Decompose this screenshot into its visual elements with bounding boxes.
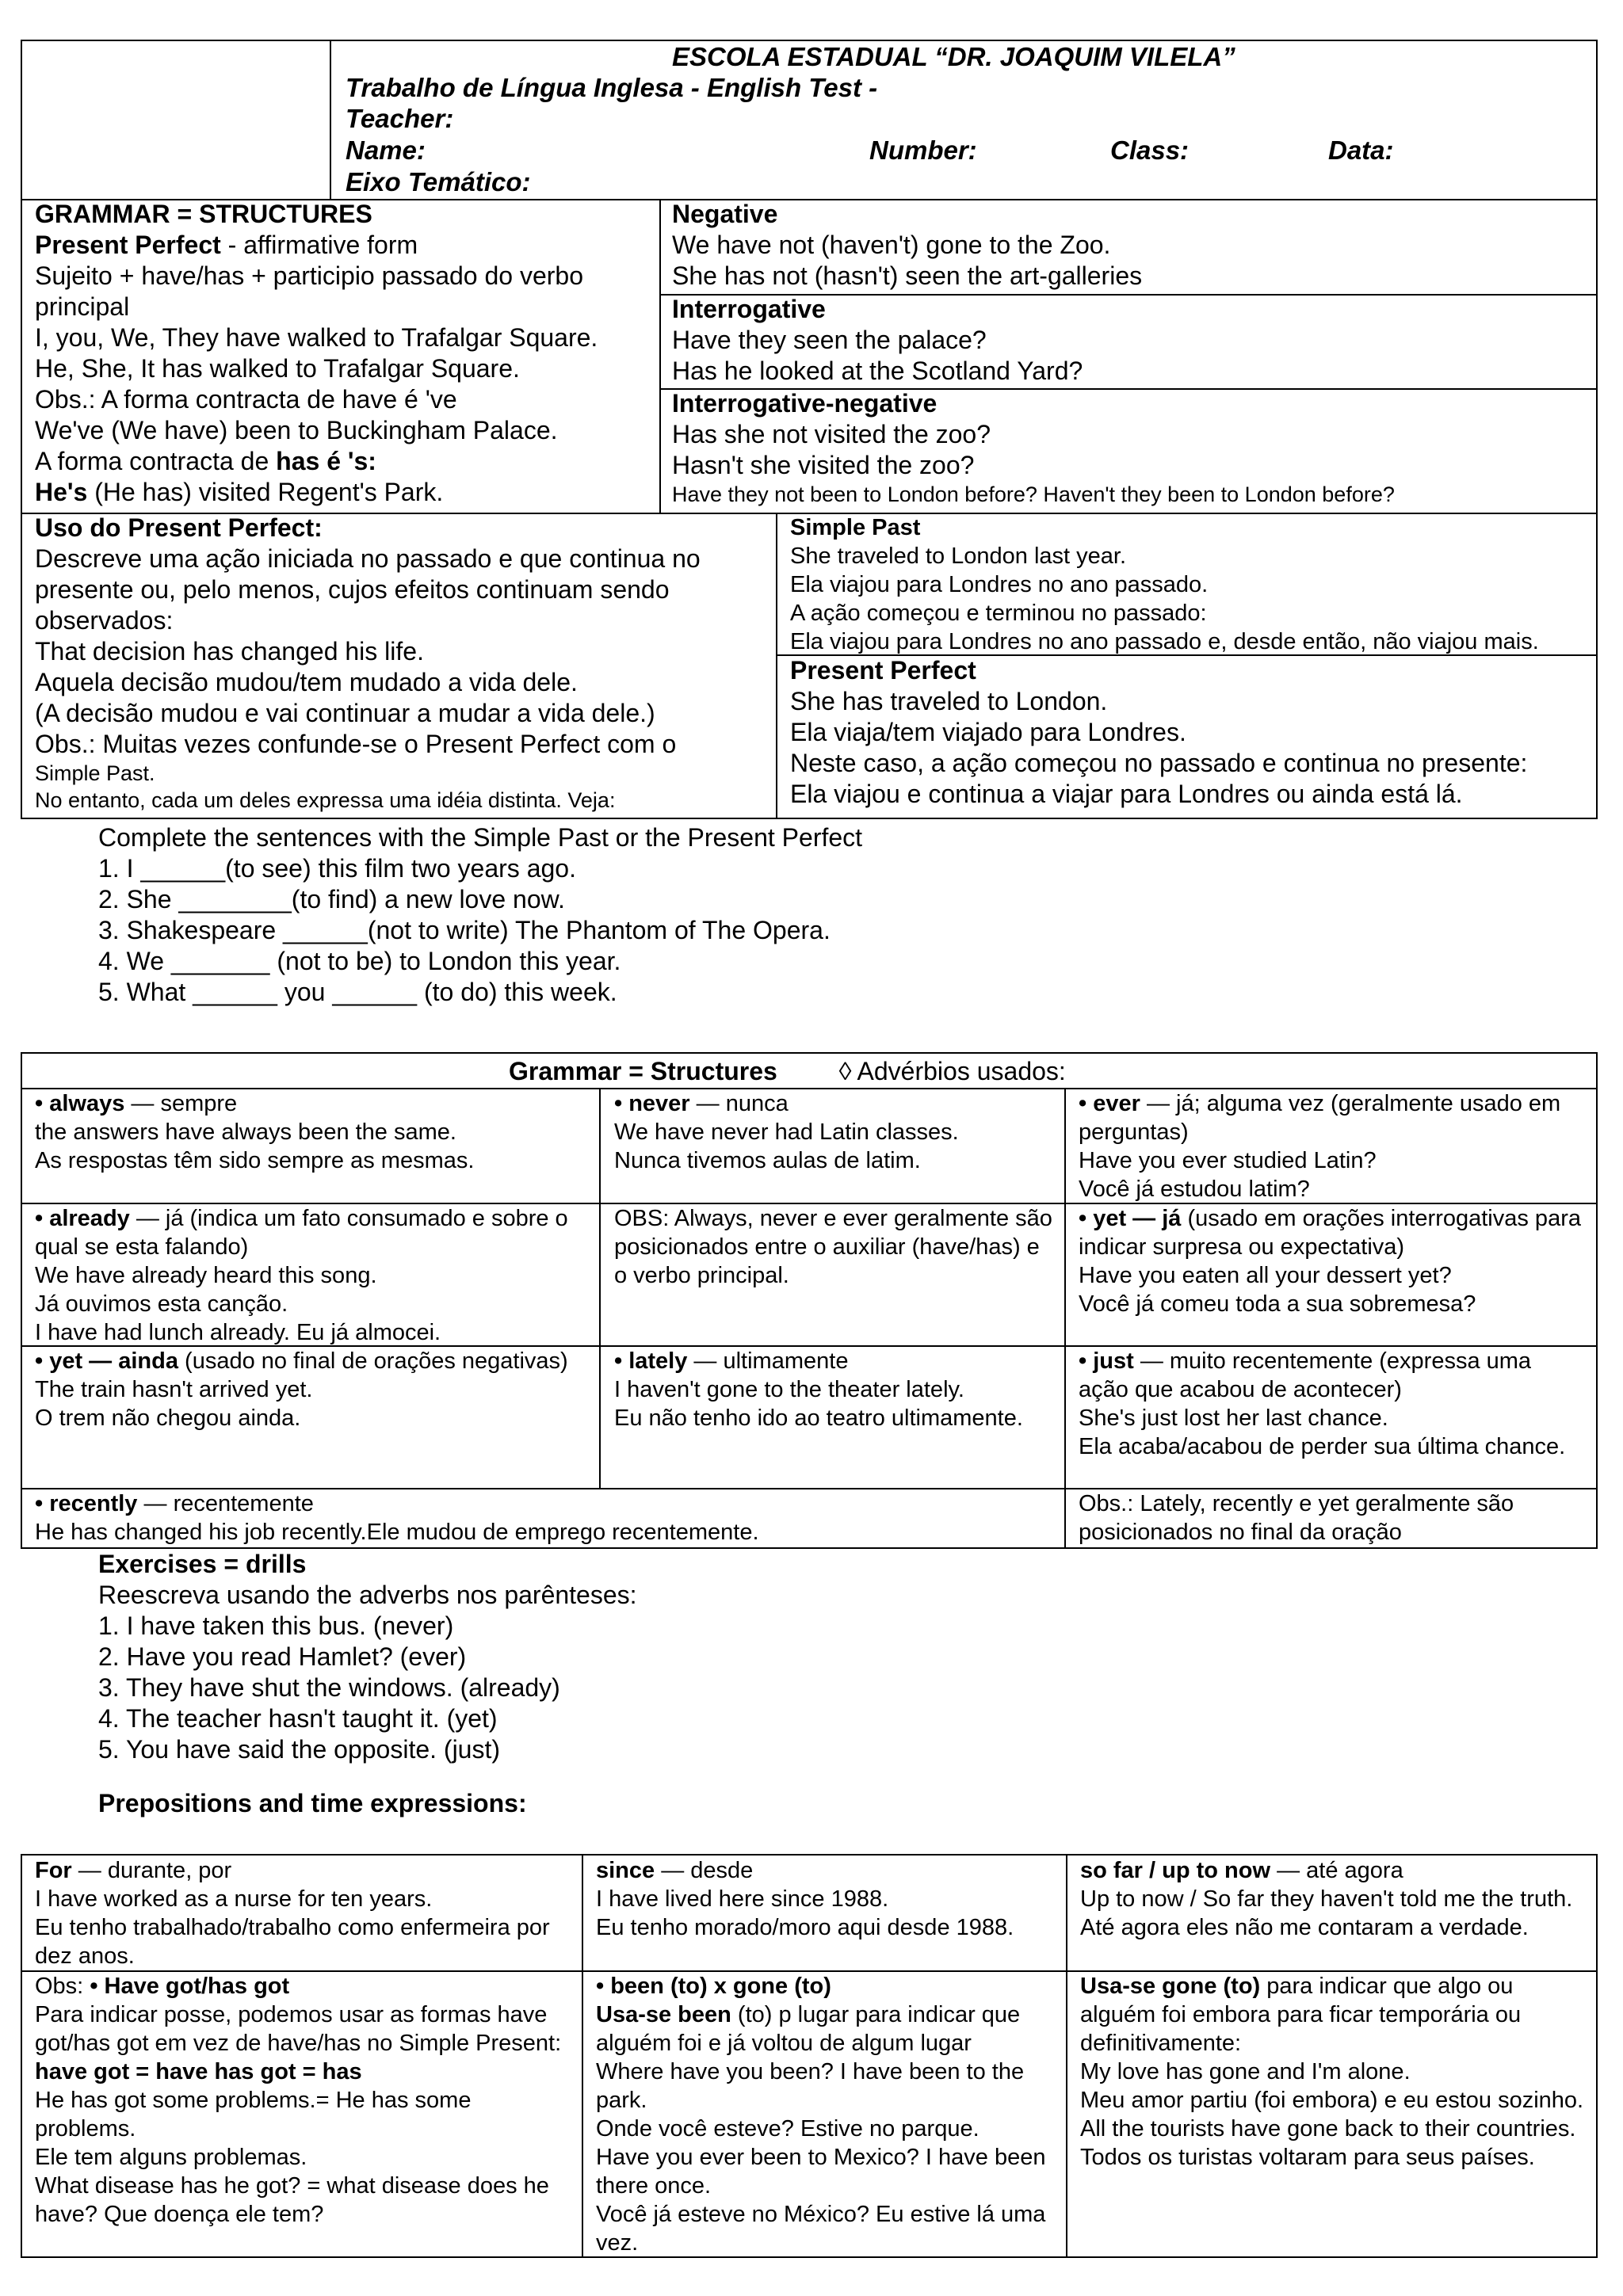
adverb-always-cell bbox=[35, 1089, 474, 1175]
example-text: He has changed his job recently.Ele mudou de emprego recentemente. bbox=[35, 1520, 759, 1545]
adverb-meaning: — nunca bbox=[689, 1091, 789, 1116]
usage-title: Uso do Present Perfect: bbox=[35, 513, 323, 542]
adverbs-col-2 bbox=[1064, 1088, 1066, 1549]
adverb-meaning: (usado em orações interrogativas para indicar surpresa ou expectativa) bbox=[1079, 1206, 1581, 1260]
example-text: Todos os turistas voltaram para seus países. bbox=[1080, 2145, 1535, 2170]
negative-title: Negative bbox=[672, 200, 778, 228]
example-text: Has he looked at the Scotland Yard? bbox=[672, 357, 1083, 385]
example-text: I haven't gone to the theater lately. bbox=[614, 1377, 964, 1402]
adverb-word: • just bbox=[1079, 1348, 1134, 1374]
simple-past-title: Simple Past bbox=[790, 515, 921, 540]
prep-gone-cell bbox=[1080, 1972, 1587, 2172]
class-label: Class: bbox=[1110, 135, 1190, 165]
adverb-lately-cell bbox=[614, 1347, 1054, 1432]
adverb-final-obs-cell bbox=[1079, 1489, 1586, 1547]
adverb-yet-ainda-cell bbox=[35, 1347, 590, 1432]
exercise-item: 4. We _______ (not to be) to London this year. bbox=[98, 947, 621, 975]
example-text: Você já esteve no México? Eu estive lá uma vez. bbox=[596, 2202, 1046, 2256]
example-text: Você já comeu toda a sua sobremesa? bbox=[1079, 1291, 1476, 1317]
adverb-meaning: — já; alguma vez (geralmente usado em perguntas) bbox=[1079, 1091, 1561, 1145]
obs-text: Obs.: A forma contracta de have é 've bbox=[35, 385, 457, 414]
example-text: Has she not visited the zoo? bbox=[672, 420, 991, 448]
school-name: ESCOLA ESTADUAL “DR. JOAQUIM VILELA” bbox=[672, 42, 1235, 71]
example-text: Ela viajou para Londres no ano passado e, desde então, não viajou mais. bbox=[790, 629, 1539, 654]
example-text: We have not (haven't) gone to the Zoo. bbox=[672, 231, 1111, 259]
header-divider bbox=[330, 40, 331, 200]
example-text: (He has) visited Regent's Park. bbox=[87, 478, 444, 506]
rule-text: Sujeito + have/has + participio passado do verbo principal bbox=[35, 261, 584, 321]
example-text: (to) p lugar para indicar que alguém foi e já voltou de algum lugar bbox=[596, 2002, 1021, 2056]
prepositions-title: Prepositions and time expressions: bbox=[98, 1789, 527, 1817]
obs-text: Obs.: Lately, recently e yet geralmente são posicionados no final da oração bbox=[1079, 1491, 1514, 1545]
adverb-never-cell bbox=[614, 1089, 959, 1175]
teacher-label: Teacher: bbox=[346, 104, 454, 133]
affirmative-label: - affirmative form bbox=[220, 231, 418, 259]
example-text: the answers have always been the same. bbox=[35, 1119, 456, 1145]
adverb-already-cell bbox=[35, 1204, 590, 1347]
example-text: para indicar que algo ou alguém foi embora para ficar temporária ou definitivamente: bbox=[1080, 1974, 1522, 2056]
interrogative-negative-title: Interrogative-negative bbox=[672, 389, 938, 418]
usage-bold-text: Usa-se gone (to) bbox=[1080, 1974, 1261, 1999]
exercise-item: 1. I have taken this bus. (never) bbox=[98, 1611, 454, 1640]
usage-text: Descreve uma ação iniciada no passado e que continua no presente ou, pelo menos, cujos efeitos continuam sendo observados: bbox=[35, 544, 701, 635]
prep-word: • Have got/has got bbox=[90, 1974, 290, 1999]
obs-text: Simple Past. bbox=[35, 761, 155, 785]
prepositions-col-1 bbox=[582, 1854, 583, 2258]
example-text: She has traveled to London. bbox=[790, 687, 1108, 715]
example-text: Have you ever studied Latin? bbox=[1079, 1148, 1377, 1173]
name-label: Name: bbox=[346, 135, 426, 165]
example-text: Eu tenho morado/moro aqui desde 1988. bbox=[596, 1915, 1014, 1940]
example-text: I have lived here since 1988. bbox=[596, 1886, 889, 1912]
example-bold-text: have got = have has got = has bbox=[35, 2059, 362, 2084]
adverb-word: • lately bbox=[614, 1348, 688, 1374]
adverb-just-cell bbox=[1079, 1347, 1586, 1461]
adverb-word: • always bbox=[35, 1091, 125, 1116]
prepositions-col-2 bbox=[1066, 1854, 1067, 2258]
adverbs-header bbox=[509, 1056, 1066, 1087]
example-text: We have never had Latin classes. bbox=[614, 1119, 959, 1145]
example-text: Onde você esteve? Estive no parque. bbox=[596, 2116, 980, 2142]
simple-past-cell bbox=[790, 513, 1539, 656]
adverb-word: • yet — ainda bbox=[35, 1348, 178, 1374]
exercise2-title: Exercises = drills bbox=[98, 1550, 307, 1578]
obs-text: Obs.: Muitas vezes confunde-se o Present Perfect com o bbox=[35, 730, 677, 758]
example-text: Eu tenho trabalhado/trabalho como enfermeira por dez anos. bbox=[35, 1915, 550, 1969]
example-text: Have they seen the palace? bbox=[672, 326, 987, 354]
example-text: He, She, It has walked to Trafalgar Square. bbox=[35, 354, 520, 383]
example-text: Eu não tenho ido ao teatro ultimamente. bbox=[614, 1405, 1023, 1431]
adverb-word: • already bbox=[35, 1206, 130, 1231]
example-text: She's just lost her last chance. bbox=[1079, 1405, 1388, 1431]
adverbs-header-title: Grammar = Structures bbox=[509, 1057, 777, 1085]
usage-bold-text: Usa-se been bbox=[596, 2002, 731, 2027]
example-text: I have had lunch already. Eu já almocei. bbox=[35, 1320, 441, 1345]
example-text: She has not (hasn't) seen the art-galleries bbox=[672, 261, 1143, 290]
prep-since-cell bbox=[596, 1856, 1014, 1942]
prep-word: For bbox=[35, 1858, 72, 1883]
example-text: That decision has changed his life. bbox=[35, 637, 424, 666]
adverb-meaning: — já (indica um fato consumado e sobre o qual se esta falando) bbox=[35, 1206, 568, 1260]
exercise-item: 2. She ________(to find) a new love now. bbox=[98, 885, 565, 913]
adverb-meaning: — muito recentemente (expressa uma ação que acabou de acontecer) bbox=[1079, 1348, 1532, 1402]
adverb-position-obs-cell bbox=[614, 1204, 1054, 1290]
eixo-label: Eixo Temático: bbox=[346, 167, 531, 196]
adverb-ever-cell bbox=[1079, 1089, 1586, 1203]
present-perfect-cell bbox=[790, 655, 1527, 810]
interrogative-cell bbox=[672, 294, 1083, 387]
obs-text: No entanto, cada um deles expressa uma idéia distinta. Veja: bbox=[35, 788, 616, 812]
example-text: My love has gone and I'm alone. bbox=[1080, 2059, 1411, 2084]
prep-been-cell bbox=[596, 1972, 1056, 2257]
adverb-word: • yet — já bbox=[1079, 1206, 1182, 1231]
obs-text: OBS: Always, never e ever geralmente são posicionados entre o auxiliar (have/has) e o verbo principal. bbox=[614, 1206, 1052, 1288]
exercise-item: 1. I ______(to see) this film two years ago. bbox=[98, 854, 576, 883]
example-text: Have you ever been to Mexico? I have been there once. bbox=[596, 2145, 1046, 2199]
example-text: (A decisão mudou e vai continuar a mudar a vida dele.) bbox=[35, 699, 655, 727]
adverbs-col-1 bbox=[599, 1088, 601, 1488]
example-text: He has got some problems.= He has some problems. bbox=[35, 2088, 472, 2142]
grammar-left-cell bbox=[35, 199, 653, 508]
adverb-yet-ja-cell bbox=[1079, 1204, 1586, 1318]
example-bold-text: He's bbox=[35, 478, 88, 506]
example-text: We've (We have) been to Buckingham Palace. bbox=[35, 416, 558, 444]
usage-left-cell bbox=[35, 513, 764, 814]
exercise-item: 5. What ______ you ______ (to do) this week. bbox=[98, 978, 617, 1006]
present-perfect-label: Present Perfect bbox=[35, 231, 221, 259]
example-text: All the tourists have gone back to their countries. bbox=[1080, 2116, 1576, 2142]
example-text: Hasn't she visited the zoo? bbox=[672, 451, 975, 479]
example-text: Where have you been? I have been to the park. bbox=[596, 2059, 1025, 2113]
exercise2 bbox=[98, 1549, 637, 1765]
prep-meaning: — durante, por bbox=[71, 1858, 232, 1883]
exercise1-title: Complete the sentences with the Simple Past or the Present Perfect bbox=[98, 823, 863, 852]
adverb-recently-cell bbox=[35, 1489, 759, 1547]
example-text: I, you, We, They have walked to Trafalgar Square. bbox=[35, 323, 598, 352]
interrogative-title: Interrogative bbox=[672, 295, 826, 323]
adverb-word: • never bbox=[614, 1091, 690, 1116]
obs-text: A forma contracta de bbox=[35, 447, 277, 475]
exercise-item: 3. Shakespeare ______(not to write) The Phantom of The Opera. bbox=[98, 916, 831, 944]
example-text: Ela viajou e continua a viajar para Londres ou ainda está lá. bbox=[790, 780, 1463, 808]
example-text: Ela acaba/acabou de perder sua última chance. bbox=[1079, 1434, 1566, 1459]
example-text: Ela viaja/tem viajado para Londres. bbox=[790, 718, 1186, 746]
exercise2-subtitle: Reescreva usando the adverbs nos parênteses: bbox=[98, 1581, 637, 1609]
prep-word: so far / up to now bbox=[1080, 1858, 1271, 1883]
example-text: Meu amor partiu (foi embora) e eu estou sozinho. bbox=[1080, 2088, 1584, 2113]
adverb-meaning: (usado no final de orações negativas) bbox=[178, 1348, 568, 1374]
prep-word: since bbox=[596, 1858, 655, 1883]
example-text: The train hasn't arrived yet. bbox=[35, 1377, 313, 1402]
grammar-title: GRAMMAR = STRUCTURES bbox=[35, 200, 372, 228]
adverb-meaning: — ultimamente bbox=[687, 1348, 849, 1374]
negative-cell bbox=[672, 199, 1142, 292]
grammar-divider bbox=[659, 199, 661, 514]
prep-meaning: — desde bbox=[655, 1858, 754, 1883]
example-text: A ação começou e terminou no passado: bbox=[790, 601, 1207, 626]
example-text: What disease has he got? = what disease does he have? Que doença ele tem? bbox=[35, 2173, 549, 2227]
adverbs-header-subtitle: ◊ Advérbios usados: bbox=[838, 1057, 1066, 1085]
prep-for-cell bbox=[35, 1856, 574, 1970]
example-text: As respostas têm sido sempre as mesmas. bbox=[35, 1148, 475, 1173]
number-label: Number: bbox=[869, 135, 977, 165]
prep-have-got-cell bbox=[35, 1972, 574, 2229]
prep-so-far-cell bbox=[1080, 1856, 1587, 1942]
example-text: I have worked as a nurse for ten years. bbox=[35, 1886, 433, 1912]
example-text: Para indicar posse, podemos usar as formas have got/has got em vez de have/has no Simple Present: bbox=[35, 2002, 562, 2056]
adverb-word: • recently bbox=[35, 1491, 138, 1516]
example-text: Até agora eles não me contaram a verdade. bbox=[1080, 1915, 1529, 1940]
present-perfect-title: Present Perfect bbox=[790, 656, 976, 685]
obs-bold-text: has é 's: bbox=[276, 447, 376, 475]
exercise-item: 4. The teacher hasn't taught it. (yet) bbox=[98, 1704, 498, 1733]
example-text: Aquela decisão mudou/tem mudado a vida dele. bbox=[35, 668, 578, 696]
exercise-item: 2. Have you read Hamlet? (ever) bbox=[98, 1642, 467, 1671]
example-text: Ela viajou para Londres no ano passado. bbox=[790, 572, 1209, 597]
example-text: Ele tem alguns problemas. bbox=[35, 2145, 307, 2170]
date-label: Data: bbox=[1328, 135, 1394, 165]
example-text: Up to now / So far they haven't told me the truth. bbox=[1080, 1886, 1573, 1912]
example-text: Você já estudou latim? bbox=[1079, 1177, 1310, 1202]
example-text: Já ouvimos esta canção. bbox=[35, 1291, 288, 1317]
test-subject: Trabalho de Língua Inglesa - English Test - bbox=[346, 73, 878, 102]
exercise-item: 5. You have said the opposite. (just) bbox=[98, 1735, 501, 1764]
prep-meaning: — até agora bbox=[1270, 1858, 1403, 1883]
adverb-meaning: — sempre bbox=[124, 1091, 238, 1116]
example-text: Neste caso, a ação começou no passado e continua no presente: bbox=[790, 749, 1528, 777]
example-text: We have already heard this song. bbox=[35, 1263, 377, 1288]
exercise1 bbox=[98, 822, 862, 1008]
usage-divider bbox=[776, 513, 777, 819]
example-text: Nunca tivemos aulas de latim. bbox=[614, 1148, 921, 1173]
interrogative-negative-cell bbox=[672, 388, 1395, 508]
example-text: Have you eaten all your dessert yet? bbox=[1079, 1263, 1452, 1288]
example-text: Have they not been to London before? Haven't they been to London before? bbox=[672, 482, 1395, 506]
exercise-item: 3. They have shut the windows. (already) bbox=[98, 1673, 560, 1702]
example-text: O trem não chegou ainda. bbox=[35, 1405, 301, 1431]
adverb-word: • ever bbox=[1079, 1091, 1140, 1116]
example-text: She traveled to London last year. bbox=[790, 543, 1127, 569]
prep-word: • been (to) x gone (to) bbox=[596, 1974, 831, 1999]
obs-label: Obs: bbox=[35, 1974, 90, 1999]
adverb-meaning: — recentemente bbox=[137, 1491, 314, 1516]
